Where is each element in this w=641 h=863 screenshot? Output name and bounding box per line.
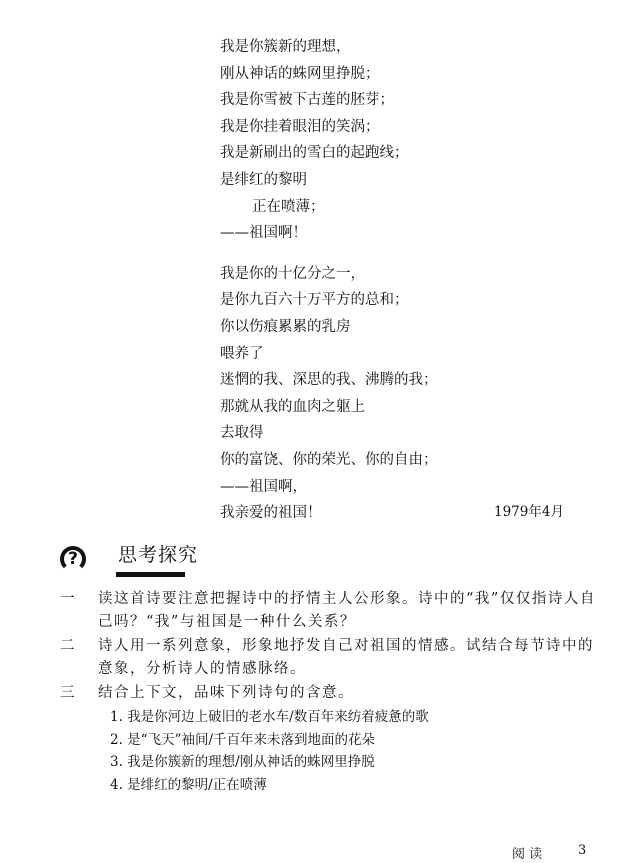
- question-circle-icon: ?: [60, 546, 86, 572]
- poem-line: 你的富饶、你的荣光、你的自由；: [220, 451, 438, 468]
- poem-line: 我是你的十亿分之一，: [220, 265, 365, 282]
- poem-line: 我是新刷出的雪白的起跑线；: [220, 145, 409, 162]
- sub-item: 2. 是“飞天”袖间/千百年来未落到地面的花朵: [110, 731, 376, 748]
- footer-section: 阅 读: [512, 847, 543, 862]
- question-item: [60, 635, 600, 681]
- poem-line: 去取得: [220, 425, 264, 442]
- poem-line: 正在喷薄；: [252, 198, 325, 215]
- poem-line: 迷惘的我、深思的我、沸腾的我；: [220, 372, 438, 389]
- question-number: 二: [60, 638, 76, 654]
- question-number: 一: [60, 591, 76, 607]
- question-number: 三: [60, 685, 76, 701]
- poem-line: ——祖国啊！: [220, 225, 307, 242]
- section-underline: [116, 572, 185, 577]
- sub-item: 1. 我是你河边上破旧的老水车/数百年来纺着疲惫的歌: [110, 709, 429, 725]
- poem-line: 是绯红的黎明: [220, 171, 307, 188]
- question-item: [60, 588, 600, 634]
- poem-line: 我是你簇新的理想，: [220, 39, 351, 55]
- poem-line: ——祖国啊，: [220, 478, 307, 495]
- sub-item: 4. 是绯红的黎明/正在喷薄: [110, 776, 267, 793]
- poem-line: 喂养了: [220, 345, 264, 362]
- poem-line: 那就从我的血肉之躯上: [220, 398, 365, 415]
- poem-date: 1979年4月: [494, 504, 564, 520]
- poem-line: 我是你挂着眼泪的笑涡；: [220, 118, 380, 135]
- poem: [220, 34, 438, 527]
- page-number: 3: [578, 843, 587, 858]
- poem-line: 我亲爱的祖国！: [220, 505, 322, 522]
- poem-line: 是你九百六十万平方的总和；: [220, 292, 409, 309]
- section-title: 思考探究: [118, 544, 199, 566]
- question-text: 诗人用一系列意象，形象地抒发自己对祖国的情感。试结合每节诗中的意象，分析诗人的情感脉络。: [98, 638, 594, 677]
- question-text: 读这首诗要注意把握诗中的抒情主人公形象。诗中的“我”仅仅指诗人自己吗？“我”与祖国是一种什么关系？: [98, 591, 596, 630]
- poem-line: 刚从神话的蛛网里挣脱；: [220, 65, 380, 82]
- poem-line: 你以伤痕累累的乳房: [220, 318, 351, 335]
- poem-line: 我是你雪被下古莲的胚芽；: [220, 92, 394, 109]
- question-list: [60, 588, 600, 796]
- question-text: 结合上下文，品味下列诗句的含意。: [98, 685, 354, 701]
- question-item: [60, 682, 600, 705]
- sub-item: 3. 我是你簇新的理想/刚从神话的蛛网里挣脱: [110, 754, 375, 770]
